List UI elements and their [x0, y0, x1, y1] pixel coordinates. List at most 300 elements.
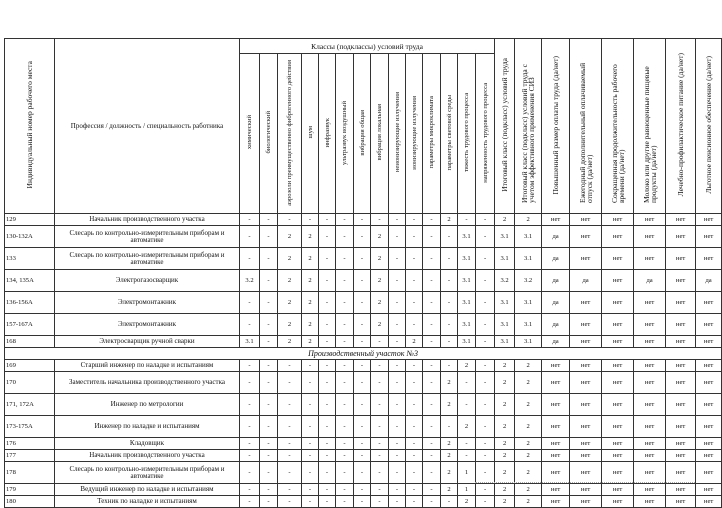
cell-value: -	[260, 360, 278, 372]
cell-value: -	[441, 336, 458, 348]
cell-value: -	[302, 496, 319, 508]
cell-value: -	[423, 270, 441, 292]
header-id: Индивидуальный номер рабочего места	[5, 39, 55, 214]
cell-value: 2	[371, 270, 389, 292]
cell-value: -	[354, 214, 371, 226]
cell-value: нет	[696, 416, 722, 438]
cell-value: -	[319, 484, 336, 496]
cell-value: нет	[570, 450, 602, 462]
cell-value: нет	[602, 214, 634, 226]
cell-value: нет	[542, 394, 570, 416]
cell-value: -	[240, 292, 260, 314]
cell-value: -	[319, 292, 336, 314]
cell-value: нет	[696, 372, 722, 394]
cell-value: нет	[666, 336, 696, 348]
cell-profession: Электромонтажник	[55, 314, 240, 336]
cell-value: -	[302, 450, 319, 462]
cell-value: -	[336, 226, 354, 248]
cell-value: -	[441, 226, 458, 248]
cell-value: -	[336, 270, 354, 292]
cell-value: -	[458, 214, 476, 226]
cell-value: 2	[495, 372, 515, 394]
cell-value: нет	[570, 214, 602, 226]
header-factor-5: ультразвук воздушный	[336, 54, 354, 214]
cell-value: -	[476, 270, 495, 292]
cell-value: -	[260, 314, 278, 336]
cell-value: -	[389, 450, 406, 462]
cell-value: -	[354, 416, 371, 438]
cell-value: нет	[666, 292, 696, 314]
cell-value: нет	[602, 416, 634, 438]
cell-value: -	[336, 360, 354, 372]
cell-value: 2	[495, 214, 515, 226]
cell-value: -	[406, 360, 423, 372]
working-conditions-table-sheet	[4, 38, 714, 505]
cell-value: -	[240, 226, 260, 248]
cell-value: 2	[302, 226, 319, 248]
cell-profession: Слесарь по контрольно-измерительным приборам и автоматике	[55, 226, 240, 248]
cell-value: -	[476, 496, 495, 508]
cell-value: -	[476, 248, 495, 270]
cell-value: -	[371, 394, 389, 416]
cell-value: -	[423, 416, 441, 438]
cell-value: нет	[570, 484, 602, 496]
cell-value: 2	[515, 438, 542, 450]
header-factor-0: химический	[240, 54, 260, 214]
cell-value: 3.1	[515, 314, 542, 336]
header-factor-13: напряженность трудового процесса	[476, 54, 495, 214]
cell-value: нет	[542, 360, 570, 372]
cell-value: -	[423, 438, 441, 450]
cell-value: 2	[458, 416, 476, 438]
cell-value: нет	[570, 438, 602, 450]
footer-scan-mark	[475, 482, 695, 489]
cell-value: -	[319, 496, 336, 508]
cell-value: -	[240, 214, 260, 226]
cell-value: -	[406, 372, 423, 394]
header-total-7: Льготное пенсионное обеспечение (да/нет)	[696, 39, 722, 214]
cell-value: -	[406, 462, 423, 484]
cell-value: нет	[696, 226, 722, 248]
cell-value: -	[354, 496, 371, 508]
cell-value: 3.2	[240, 270, 260, 292]
cell-value: -	[476, 450, 495, 462]
cell-value: -	[406, 394, 423, 416]
cell-value: -	[354, 314, 371, 336]
cell-value: -	[423, 496, 441, 508]
cell-value: да	[542, 314, 570, 336]
cell-value: -	[260, 248, 278, 270]
cell-value: -	[319, 450, 336, 462]
cell-value: 2	[495, 360, 515, 372]
cell-value: -	[354, 270, 371, 292]
header-factor-12: тяжесть трудового процесса	[458, 54, 476, 214]
cell-value: 2	[441, 438, 458, 450]
cell-value: нет	[666, 372, 696, 394]
cell-profession: Инженер по наладке и испытаниям	[55, 416, 240, 438]
cell-value: -	[389, 314, 406, 336]
cell-workplace-id: 130-132А	[5, 226, 55, 248]
cell-workplace-id: 136-156А	[5, 292, 55, 314]
cell-value: 2	[495, 438, 515, 450]
cell-profession: Заместитель начальника производственного участка	[55, 372, 240, 394]
cell-value: 2	[278, 336, 302, 348]
cell-value: нет	[666, 484, 696, 496]
cell-value: 3.1	[240, 336, 260, 348]
cell-value: -	[423, 372, 441, 394]
cell-value: -	[423, 292, 441, 314]
cell-value: нет	[570, 394, 602, 416]
cell-value: нет	[602, 270, 634, 292]
cell-value: -	[260, 372, 278, 394]
cell-value: -	[476, 336, 495, 348]
cell-value: нет	[570, 496, 602, 508]
table-body-upper	[5, 214, 722, 348]
cell-value: нет	[666, 450, 696, 462]
table-row	[5, 394, 722, 416]
cell-value: нет	[570, 372, 602, 394]
cell-value: 2	[458, 360, 476, 372]
cell-value: -	[278, 496, 302, 508]
cell-value: -	[278, 394, 302, 416]
cell-value: нет	[696, 484, 722, 496]
cell-value: 2	[495, 450, 515, 462]
cell-value: нет	[634, 214, 666, 226]
cell-value: нет	[542, 484, 570, 496]
cell-value: -	[336, 438, 354, 450]
cell-value: -	[336, 214, 354, 226]
cell-value: нет	[602, 484, 634, 496]
cell-value: -	[302, 416, 319, 438]
cell-value: -	[406, 292, 423, 314]
cell-value: нет	[666, 462, 696, 484]
cell-value: нет	[696, 462, 722, 484]
header-total-1: Итоговый класс (подкласс) условий труда с учетом эффективного применения СИЗ	[515, 39, 542, 214]
cell-workplace-id: 180	[5, 496, 55, 508]
cell-profession: Электросварщик ручной сварки	[55, 336, 240, 348]
cell-value: -	[423, 450, 441, 462]
cell-value: нет	[666, 394, 696, 416]
cell-workplace-id: 157-167А	[5, 314, 55, 336]
cell-value: 3.1	[458, 270, 476, 292]
cell-value: -	[260, 336, 278, 348]
cell-value: 2	[495, 394, 515, 416]
cell-value: 2	[495, 496, 515, 508]
cell-profession: Старший инженер по наладке и испытаниям	[55, 360, 240, 372]
cell-value: -	[278, 484, 302, 496]
cell-value: -	[406, 248, 423, 270]
cell-value: -	[389, 438, 406, 450]
cell-value: нет	[634, 248, 666, 270]
cell-value: нет	[602, 496, 634, 508]
cell-value: да	[570, 270, 602, 292]
cell-value: -	[406, 484, 423, 496]
header-factor-2: аэрозоли преимущественно фиброгенного действия	[278, 54, 302, 214]
table-row	[5, 214, 722, 226]
cell-value: -	[260, 214, 278, 226]
cell-value: -	[423, 484, 441, 496]
cell-value: нет	[602, 394, 634, 416]
cell-value: 3.1	[458, 314, 476, 336]
cell-value: нет	[666, 214, 696, 226]
cell-value: -	[336, 496, 354, 508]
cell-value: -	[354, 292, 371, 314]
cell-value: -	[260, 484, 278, 496]
cell-value: -	[476, 484, 495, 496]
cell-value: нет	[696, 248, 722, 270]
cell-value: -	[423, 314, 441, 336]
cell-value: -	[278, 462, 302, 484]
cell-value: 3.1	[495, 292, 515, 314]
cell-value: 2	[515, 372, 542, 394]
cell-value: -	[240, 360, 260, 372]
cell-value: -	[319, 248, 336, 270]
cell-value: -	[389, 372, 406, 394]
cell-value: -	[302, 394, 319, 416]
cell-profession: Техник по наладке и испытаниям	[55, 496, 240, 508]
cell-value: нет	[634, 496, 666, 508]
cell-value: нет	[666, 416, 696, 438]
table-row	[5, 314, 722, 336]
header-total-6: Лечебно-профилактическое питание (да/нет)	[666, 39, 696, 214]
cell-value: 2	[278, 248, 302, 270]
cell-value: 2	[515, 484, 542, 496]
cell-value: -	[389, 484, 406, 496]
cell-value: нет	[696, 314, 722, 336]
table-row	[5, 462, 722, 484]
cell-value: нет	[602, 226, 634, 248]
cell-value: 2	[371, 292, 389, 314]
cell-profession: Слесарь по контрольно-измерительным приборам и автоматике	[55, 248, 240, 270]
cell-workplace-id: 177	[5, 450, 55, 462]
cell-value: нет	[602, 372, 634, 394]
cell-value: -	[476, 372, 495, 394]
cell-value: -	[319, 270, 336, 292]
cell-value: -	[240, 372, 260, 394]
cell-value: 2	[515, 462, 542, 484]
cell-value: -	[441, 248, 458, 270]
cell-value: -	[240, 248, 260, 270]
cell-value: -	[389, 416, 406, 438]
cell-value: -	[240, 450, 260, 462]
cell-value: -	[260, 394, 278, 416]
header-factor-9: ионизирующие излучения	[406, 54, 423, 214]
cell-value: -	[389, 496, 406, 508]
cell-value: да	[542, 248, 570, 270]
cell-value: -	[371, 416, 389, 438]
cell-value: -	[319, 394, 336, 416]
cell-value: -	[260, 450, 278, 462]
cell-value: -	[406, 438, 423, 450]
table-row	[5, 416, 722, 438]
table-row	[5, 496, 722, 508]
cell-value: -	[278, 450, 302, 462]
cell-value: -	[336, 372, 354, 394]
cell-value: -	[260, 462, 278, 484]
cell-value: -	[389, 292, 406, 314]
cell-value: -	[336, 336, 354, 348]
cell-value: -	[371, 214, 389, 226]
cell-value: нет	[696, 450, 722, 462]
cell-value: -	[458, 438, 476, 450]
cell-value: -	[371, 496, 389, 508]
cell-value: -	[278, 214, 302, 226]
cell-value: -	[476, 438, 495, 450]
cell-workplace-id: 178	[5, 462, 55, 484]
cell-value: -	[389, 226, 406, 248]
cell-value: -	[423, 336, 441, 348]
cell-value: нет	[570, 336, 602, 348]
cell-value: -	[389, 360, 406, 372]
cell-value: 3.1	[495, 336, 515, 348]
cell-value: -	[476, 416, 495, 438]
cell-value: нет	[634, 226, 666, 248]
cell-value: нет	[666, 270, 696, 292]
cell-value: 2	[515, 214, 542, 226]
cell-value: -	[240, 462, 260, 484]
cell-value: нет	[696, 336, 722, 348]
cell-value: -	[354, 438, 371, 450]
cell-value: -	[336, 292, 354, 314]
cell-value: нет	[666, 496, 696, 508]
cell-value: да	[542, 292, 570, 314]
cell-value: -	[354, 248, 371, 270]
cell-value: -	[260, 438, 278, 450]
cell-value: 3.1	[458, 292, 476, 314]
cell-value: 2	[515, 416, 542, 438]
cell-value: -	[441, 360, 458, 372]
cell-value: -	[441, 270, 458, 292]
cell-value: нет	[696, 360, 722, 372]
header-factor-7: вибрация локальная	[371, 54, 389, 214]
cell-value: -	[406, 496, 423, 508]
cell-value: 2	[278, 314, 302, 336]
cell-value: 2	[515, 360, 542, 372]
cell-value: 3.1	[515, 248, 542, 270]
cell-value: -	[354, 450, 371, 462]
cell-value: -	[319, 226, 336, 248]
cell-value: -	[476, 314, 495, 336]
cell-value: -	[354, 394, 371, 416]
cell-value: 2	[278, 292, 302, 314]
cell-value: 3.1	[495, 248, 515, 270]
cell-value: 3.1	[515, 292, 542, 314]
cell-value: нет	[634, 314, 666, 336]
cell-value: нет	[666, 226, 696, 248]
header-factor-1: биологический	[260, 54, 278, 214]
cell-profession: Ведущий инженер по наладке и испытаниям	[55, 484, 240, 496]
cell-value: -	[458, 450, 476, 462]
cell-value: нет	[602, 462, 634, 484]
cell-value: 1	[458, 484, 476, 496]
cell-value: -	[319, 360, 336, 372]
cell-value: нет	[666, 248, 696, 270]
cell-value: нет	[696, 292, 722, 314]
cell-profession: Кладовщик	[55, 438, 240, 450]
cell-value: нет	[570, 292, 602, 314]
cell-value: нет	[602, 360, 634, 372]
cell-value: -	[302, 484, 319, 496]
cell-value: -	[371, 450, 389, 462]
table-row	[5, 292, 722, 314]
cell-workplace-id: 169	[5, 360, 55, 372]
cell-value: нет	[602, 248, 634, 270]
cell-value: нет	[696, 496, 722, 508]
cell-value: 3.2	[515, 270, 542, 292]
cell-value: нет	[634, 372, 666, 394]
cell-workplace-id: 171, 172А	[5, 394, 55, 416]
cell-value: -	[423, 226, 441, 248]
cell-value: да	[542, 226, 570, 248]
cell-value: -	[260, 270, 278, 292]
cell-value: -	[371, 360, 389, 372]
cell-profession: Начальник производственного участка	[55, 214, 240, 226]
cell-value: -	[278, 372, 302, 394]
cell-value: -	[260, 496, 278, 508]
cell-value: -	[336, 462, 354, 484]
cell-value: -	[319, 214, 336, 226]
cell-value: 2	[441, 372, 458, 394]
cell-value: -	[240, 394, 260, 416]
cell-profession: Начальник производственного участка	[55, 450, 240, 462]
cell-value: 3.2	[495, 270, 515, 292]
cell-value: нет	[696, 394, 722, 416]
cell-value: -	[476, 214, 495, 226]
cell-value: нет	[696, 214, 722, 226]
cell-value: да	[542, 270, 570, 292]
cell-value: нет	[666, 314, 696, 336]
cell-value: нет	[666, 360, 696, 372]
cell-value: 2	[495, 462, 515, 484]
cell-value: нет	[570, 416, 602, 438]
cell-value: -	[354, 360, 371, 372]
cell-value: нет	[666, 438, 696, 450]
cell-value: -	[240, 496, 260, 508]
cell-value: -	[406, 416, 423, 438]
cell-value: нет	[570, 314, 602, 336]
cell-value: -	[371, 336, 389, 348]
cell-value: нет	[542, 372, 570, 394]
cell-workplace-id: 134, 135А	[5, 270, 55, 292]
cell-value: -	[441, 292, 458, 314]
cell-value: -	[389, 462, 406, 484]
cell-value: 2	[515, 394, 542, 416]
cell-value: -	[354, 336, 371, 348]
table-row	[5, 336, 722, 348]
cell-value: -	[441, 416, 458, 438]
cell-value: -	[319, 438, 336, 450]
header-total-4: Сокращенная продолжительность рабочего времени (да/нет)	[602, 39, 634, 214]
cell-value: 2	[495, 484, 515, 496]
header-factor-11: параметры световой среды	[441, 54, 458, 214]
cell-value: 2	[495, 416, 515, 438]
cell-value: -	[336, 314, 354, 336]
cell-value: да	[542, 336, 570, 348]
cell-value: -	[319, 372, 336, 394]
cell-value: 2	[371, 248, 389, 270]
cell-value: -	[423, 248, 441, 270]
cell-value: нет	[602, 438, 634, 450]
cell-value: нет	[602, 314, 634, 336]
cell-value: -	[441, 314, 458, 336]
cell-value: -	[278, 416, 302, 438]
cell-value: 2	[278, 226, 302, 248]
cell-value: -	[336, 484, 354, 496]
cell-value: нет	[542, 450, 570, 462]
cell-value: 2	[302, 314, 319, 336]
cell-value: 3.1	[515, 226, 542, 248]
table-row	[5, 360, 722, 372]
